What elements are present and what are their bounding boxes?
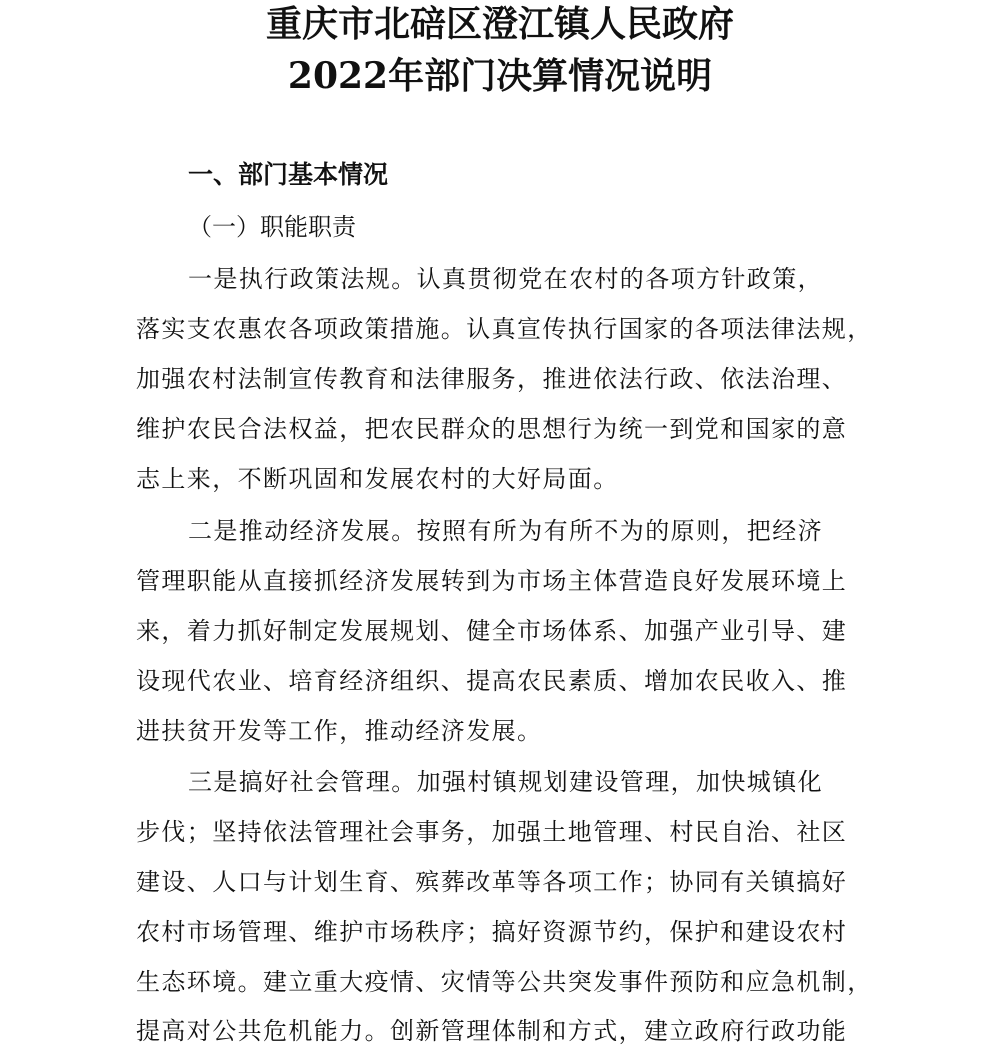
paragraph-line: 管理职能从直接抓经济发展转到为市场主体营造良好发展环境上 bbox=[136, 567, 848, 595]
paragraph-line: 生态环境。建立重大疫情、灾情等公共突发事件预防和应急机制， bbox=[136, 968, 873, 996]
paragraph-line: 二是推动经济发展。按照有所为有所不为的原则，把经济 bbox=[188, 517, 823, 545]
paragraph-line: 加强农村法制宣传教育和法律服务，推进依法行政、依法治理、 bbox=[136, 365, 848, 393]
paragraph-line: 设现代农业、培育经济组织、提高农民素质、增加农民收入、推 bbox=[136, 667, 848, 695]
document-title-line2: 2022年部门决算情况说明 bbox=[287, 55, 713, 97]
paragraph-line: 维护农民合法权益，把农民群众的思想行为统一到党和国家的意 bbox=[136, 415, 848, 443]
paragraph-line: 三是搞好社会管理。加强村镇规划建设管理，加快城镇化 bbox=[188, 768, 823, 796]
paragraph-line: 进扶贫开发等工作，推动经济发展。 bbox=[136, 717, 543, 745]
paragraph-line: 来，着力抓好制定发展规划、健全市场体系、加强产业引导、建 bbox=[136, 617, 848, 645]
section-heading-basic-info: 一、部门基本情况 bbox=[188, 160, 389, 189]
paragraph-line: 一是执行政策法规。认真贯彻党在农村的各项方针政策， bbox=[188, 265, 823, 293]
paragraph-line: 步伐；坚持依法管理社会事务，加强土地管理、村民自治、社区 bbox=[136, 818, 848, 846]
paragraph-line: 落实支农惠农各项政策措施。认真宣传执行国家的各项法律法规， bbox=[136, 315, 873, 343]
subsection-heading-functions: （一）职能职责 bbox=[188, 213, 356, 241]
paragraph-line: 建设、人口与计划生育、殡葬改革等各项工作；协同有关镇搞好 bbox=[136, 868, 848, 896]
document-title-line1: 重庆市北碚区澄江镇人民政府 bbox=[265, 3, 734, 45]
paragraph-line: 农村市场管理、维护市场秩序；搞好资源节约，保护和建设农村 bbox=[136, 918, 848, 946]
paragraph-line: 志上来，不断巩固和发展农村的大好局面。 bbox=[136, 465, 619, 493]
paragraph-line: 提高对公共危机能力。创新管理体制和方式，建立政府行政功能 bbox=[136, 1017, 848, 1045]
